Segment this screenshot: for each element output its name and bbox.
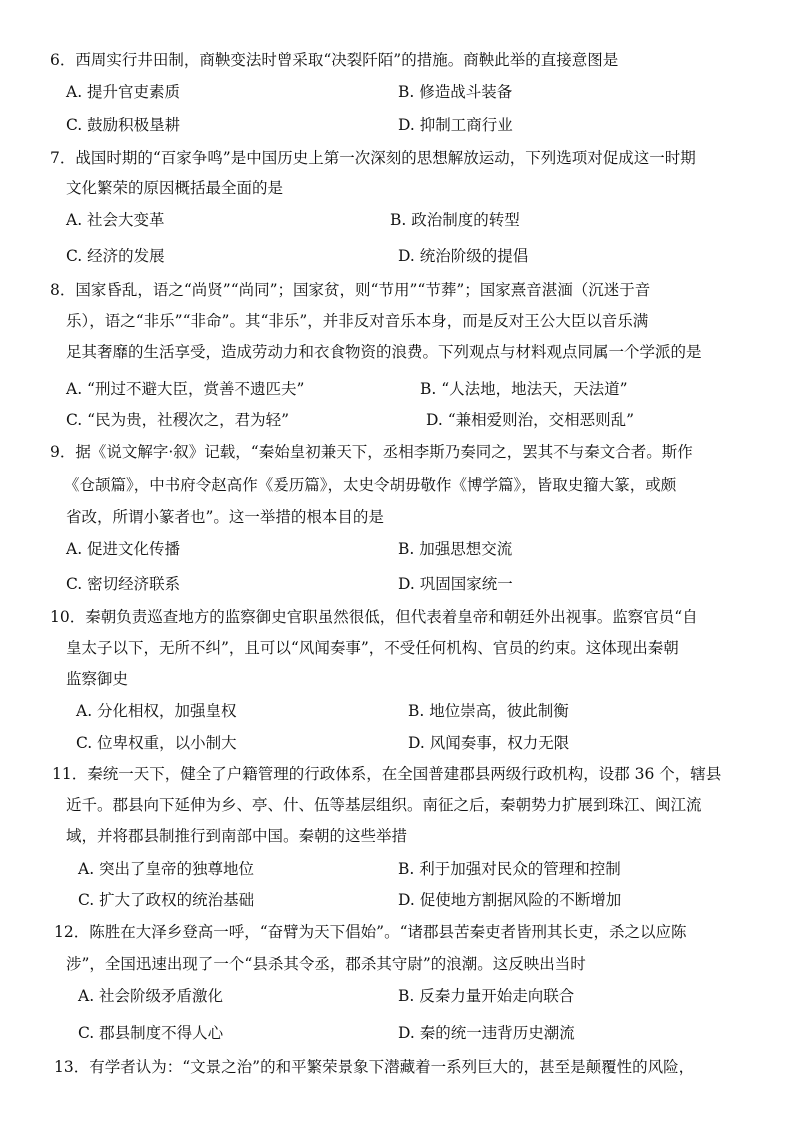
question-7-option-c: C. 经济的发展 bbox=[66, 247, 165, 265]
question-7-option-b: B. 政治制度的转型 bbox=[390, 211, 520, 229]
question-12-option-c: C. 郡县制度不得人心 bbox=[78, 1024, 224, 1042]
question-12-option-d: D. 秦的统一违背历史潮流 bbox=[398, 1024, 575, 1042]
question-9-line-1: 9．据《说文解字·叙》记载，“秦始皇初兼天下，丞相李斯乃奏同之，罢其不与秦文合者。斯作 bbox=[50, 443, 693, 461]
question-8-line-3: 足其奢靡的生活享受，造成劳动力和衣食物资的浪费。下列观点与材料观点同属一个学派的是 bbox=[66, 343, 702, 361]
question-10-option-c: C. 位卑权重，以小制大 bbox=[76, 734, 237, 752]
question-11-option-c: C. 扩大了政权的统治基础 bbox=[78, 891, 255, 909]
question-11-line-1: 11．秦统一天下，健全了户籍管理的行政体系，在全国普建郡县两级行政机构，设郡 36 个，辖县 bbox=[52, 765, 722, 783]
question-9-option-a: A. 促进文化传播 bbox=[66, 540, 181, 558]
question-10-option-a: A. 分化相权，加强皇权 bbox=[76, 702, 237, 720]
question-12-line-2: 涉”，全国迅速出现了一个“县杀其令丞，郡杀其守尉”的浪潮。这反映出当时 bbox=[66, 955, 586, 973]
question-8-option-b: B. “人法地，地法天，天法道” bbox=[420, 380, 628, 398]
question-10-line-3: 监察御史 bbox=[66, 670, 129, 688]
question-11-option-a: A. 突出了皇帝的独尊地位 bbox=[78, 860, 255, 878]
question-6-option-b: B. 修造战斗装备 bbox=[398, 83, 513, 101]
question-10-option-d: D. 风闻奏事，权力无限 bbox=[408, 734, 570, 752]
question-11-line-2: 近千。郡县向下延伸为乡、亭、什、伍等基层组织。南征之后，秦朝势力扩展到珠江、闽江流 bbox=[66, 796, 702, 814]
question-8-line-1: 8．国家昏乱，语之“尚贤”“尚同”；国家贫，则“节用”“节葬”；国家熹音湛湎（沉迷于音 bbox=[50, 281, 651, 299]
question-9-option-b: B. 加强思想交流 bbox=[398, 540, 513, 558]
question-12-option-b: B. 反秦力量开始走向联合 bbox=[398, 987, 575, 1005]
question-9-line-3: 省改，所谓小篆者也”。这一举措的根本目的是 bbox=[66, 508, 384, 526]
question-6-option-d: D. 抑制工商行业 bbox=[398, 116, 513, 134]
question-8-line-2: 乐），语之“非乐”“非命”。其“非乐”，并非反对音乐本身，而是反对王公大臣以音乐满 bbox=[66, 312, 649, 330]
question-13-line-1: 13．有学者认为：“文景之治”的和平繁荣景象下潜藏着一系列巨大的，甚至是颠覆性的风险， bbox=[54, 1058, 695, 1076]
question-9-line-2: 《仓颉篇》，中书府令赵高作《爰历篇》，太史令胡毋敬作《博学篇》，皆取史籀大篆，或颇 bbox=[64, 476, 677, 494]
question-6-option-c: C. 鼓励积极垦耕 bbox=[66, 116, 181, 134]
question-12-option-a: A. 社会阶级矛盾激化 bbox=[78, 987, 224, 1005]
question-6-option-a: A. 提升官吏素质 bbox=[66, 83, 181, 101]
question-6-line-1: 6．西周实行井田制，商鞅变法时曾采取“决裂阡陌”的措施。商鞅此举的直接意图是 bbox=[50, 51, 619, 69]
question-11-option-b: B. 利于加强对民众的管理和控制 bbox=[398, 860, 621, 878]
question-8-option-c: C. “民为贵，社稷次之，君为轻” bbox=[66, 411, 290, 429]
question-11-option-d: D. 促使地方割据风险的不断增加 bbox=[398, 891, 622, 909]
question-9-option-c: C. 密切经济联系 bbox=[66, 575, 181, 593]
question-10-line-1: 10．秦朝负责巡查地方的监察御史官职虽然很低，但代表着皇帝和朝廷外出视事。监察官员“自 bbox=[50, 608, 698, 626]
question-7-option-a: A. 社会大变革 bbox=[66, 211, 165, 229]
question-8-option-a: A. “刑过不避大臣，赏善不遗匹夫” bbox=[66, 380, 305, 398]
question-12-line-1: 12．陈胜在大泽乡登高一呼，“奋臂为天下倡始”。“诸郡县苦秦吏者皆刑其长吏，杀之以应陈 bbox=[54, 923, 687, 941]
question-10-line-2: 皇太子以下，无所不纠”，且可以“风闻奏事”，不受任何机构、官员的约束。这体现出秦朝 bbox=[66, 639, 679, 657]
question-7-line-1: 7．战国时期的“百家争鸣”是中国历史上第一次深刻的思想解放运动，下列选项对促成这一时期 bbox=[50, 149, 696, 167]
question-7-option-d: D. 统治阶级的提倡 bbox=[398, 247, 529, 265]
question-7-line-2: 文化繁荣的原因概括最全面的是 bbox=[66, 179, 284, 197]
question-9-option-d: D. 巩固国家统一 bbox=[398, 575, 513, 593]
question-10-option-b: B. 地位崇高，彼此制衡 bbox=[408, 702, 569, 720]
question-8-option-d: D. “兼相爱则治，交相恶则乱” bbox=[426, 411, 635, 429]
question-11-line-3: 域，并将郡县制推行到南部中国。秦朝的这些举措 bbox=[66, 827, 408, 845]
